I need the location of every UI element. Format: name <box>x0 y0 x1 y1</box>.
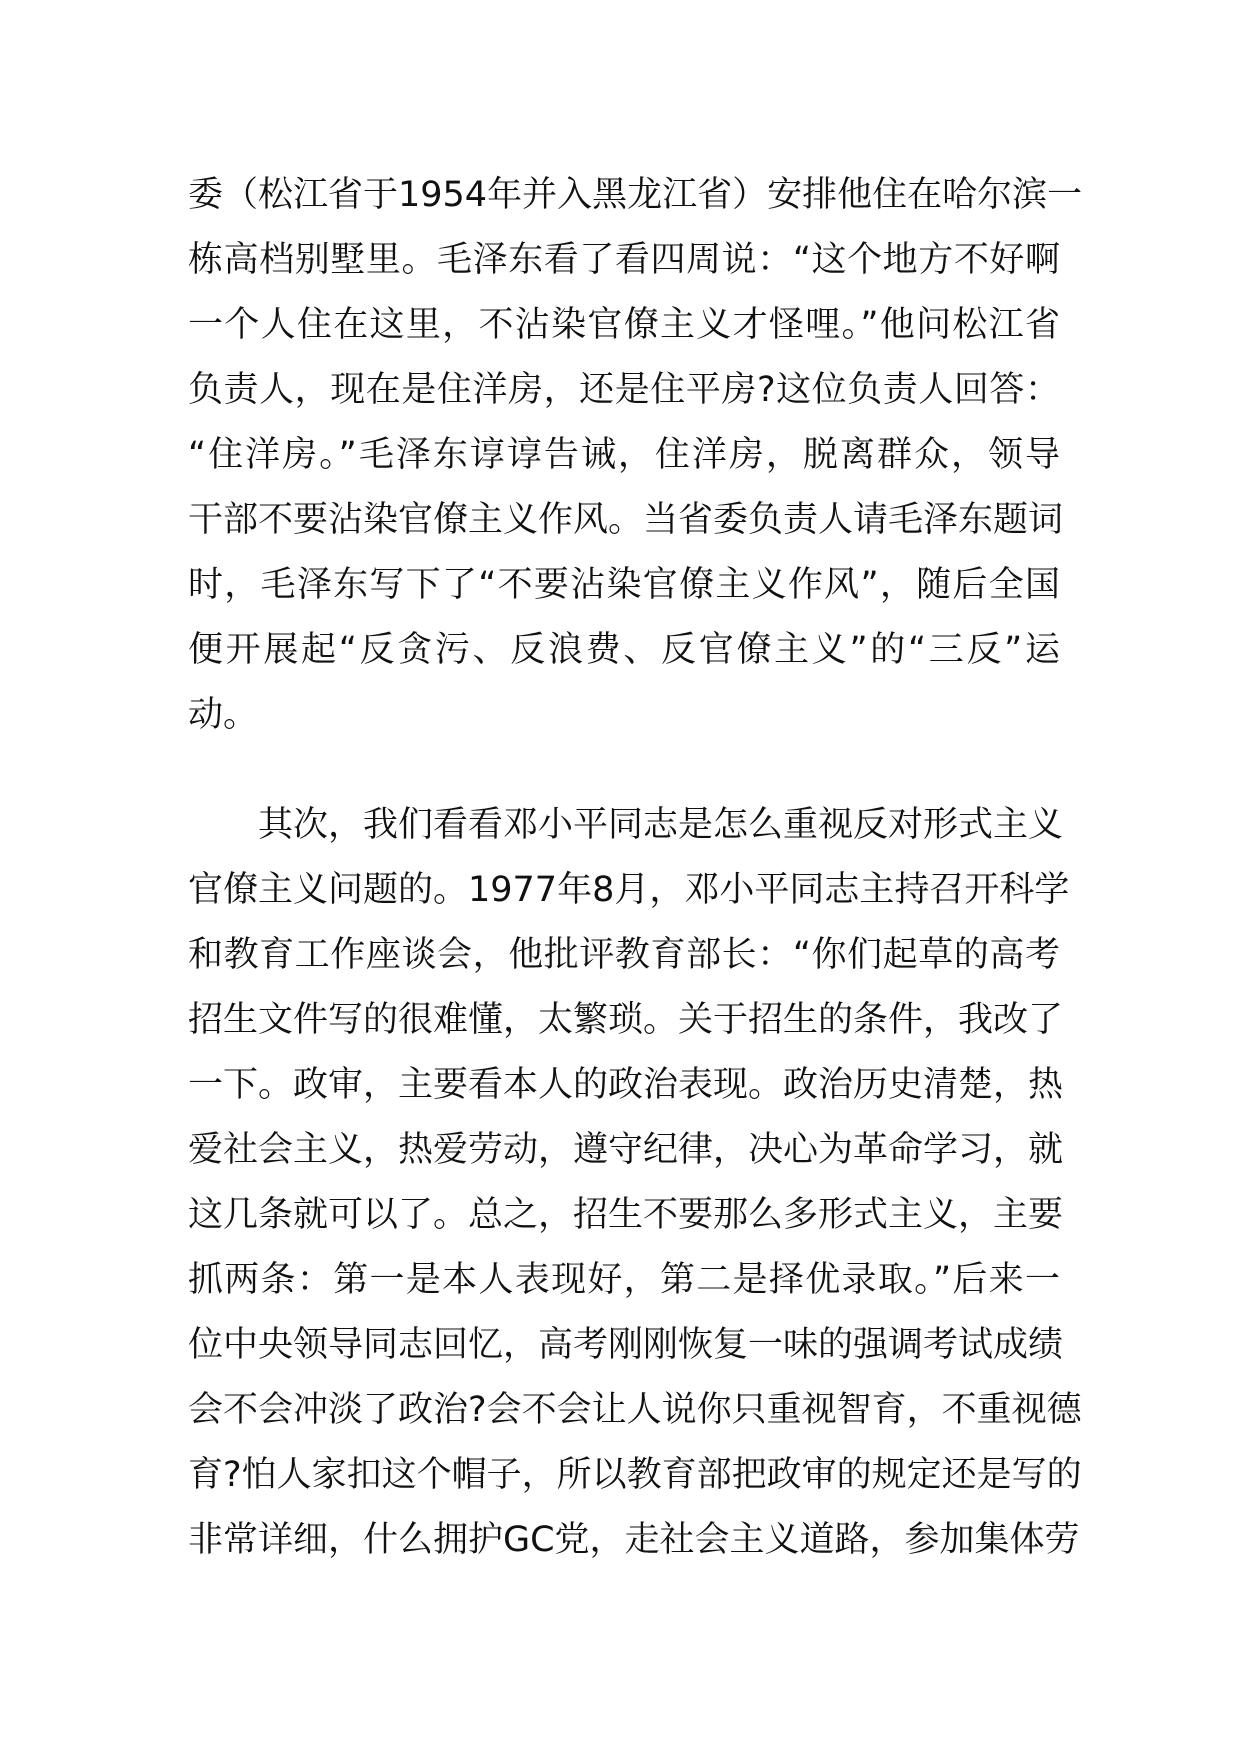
paragraph-1 <box>188 163 1083 748</box>
paragraph-line: 和教育工作座谈会，他批评教育部长：“你们起草的高考 <box>188 935 1060 975</box>
paragraph-line: 抓两条：第一是本人表现好，第二是择优录取。”后来一 <box>188 1260 1060 1300</box>
paragraph-line: 委（松江省于1954年并入黑龙江省）安排他住在哈尔滨一 <box>188 175 1083 215</box>
paragraph-line: 时，毛泽东写下了“不要沾染官僚主义作风”，随后全国 <box>188 565 1060 605</box>
paragraph-line: 爱社会主义，热爱劳动，遵守纪律，决心为革命学习，就 <box>188 1130 1064 1170</box>
paragraph-line: 其次，我们看看邓小平同志是怎么重视反对形式主义 <box>258 805 1064 845</box>
paragraph-line: 栋高档别墅里。毛泽东看了看四周说：“这个地方不好啊 <box>188 240 1060 280</box>
paragraph-line: 动。 <box>188 695 259 735</box>
paragraph-line: 负责人，现在是住洋房，还是住平房?这位负责人回答： <box>188 370 1060 410</box>
paragraph-line: 干部不要沾染官僚主义作风。当省委负责人请毛泽东题词 <box>188 500 1064 540</box>
paragraph-line: 会不会冲淡了政治?会不会让人说你只重视智育，不重视德 <box>188 1390 1082 1430</box>
paragraph-2 <box>188 793 1082 1573</box>
paragraph-line: 一个人住在这里，不沾染官僚主义才怪哩。”他问松江省 <box>188 305 1060 345</box>
paragraph-line: 育?怕人家扣这个帽子，所以教育部把政审的规定还是写的 <box>188 1455 1082 1495</box>
paragraph-line: 招生文件写的很难懂，太繁琐。关于招生的条件，我改了 <box>188 1000 1064 1040</box>
paragraph-line: 非常详细，什么拥护GC党，走社会主义道路，参加集体劳 <box>188 1520 1080 1560</box>
paragraph-line: 官僚主义问题的。1977年8月，邓小平同志主持召开科学 <box>188 870 1070 910</box>
paragraph-line: 位中央领导同志回忆，高考刚刚恢复一味的强调考试成绩 <box>188 1325 1064 1365</box>
paragraph-line: 这几条就可以了。总之，招生不要那么多形式主义，主要 <box>188 1195 1064 1235</box>
paragraph-line: “住洋房。”毛泽东谆谆告诫，住洋房，脱离群众，领导 <box>188 435 1060 475</box>
paragraph-line: 便开展起“反贪污、反浪费、反官僚主义”的“三反”运 <box>188 630 1060 670</box>
paragraph-line: 一下。政审，主要看本人的政治表现。政治历史清楚，热 <box>188 1065 1064 1105</box>
